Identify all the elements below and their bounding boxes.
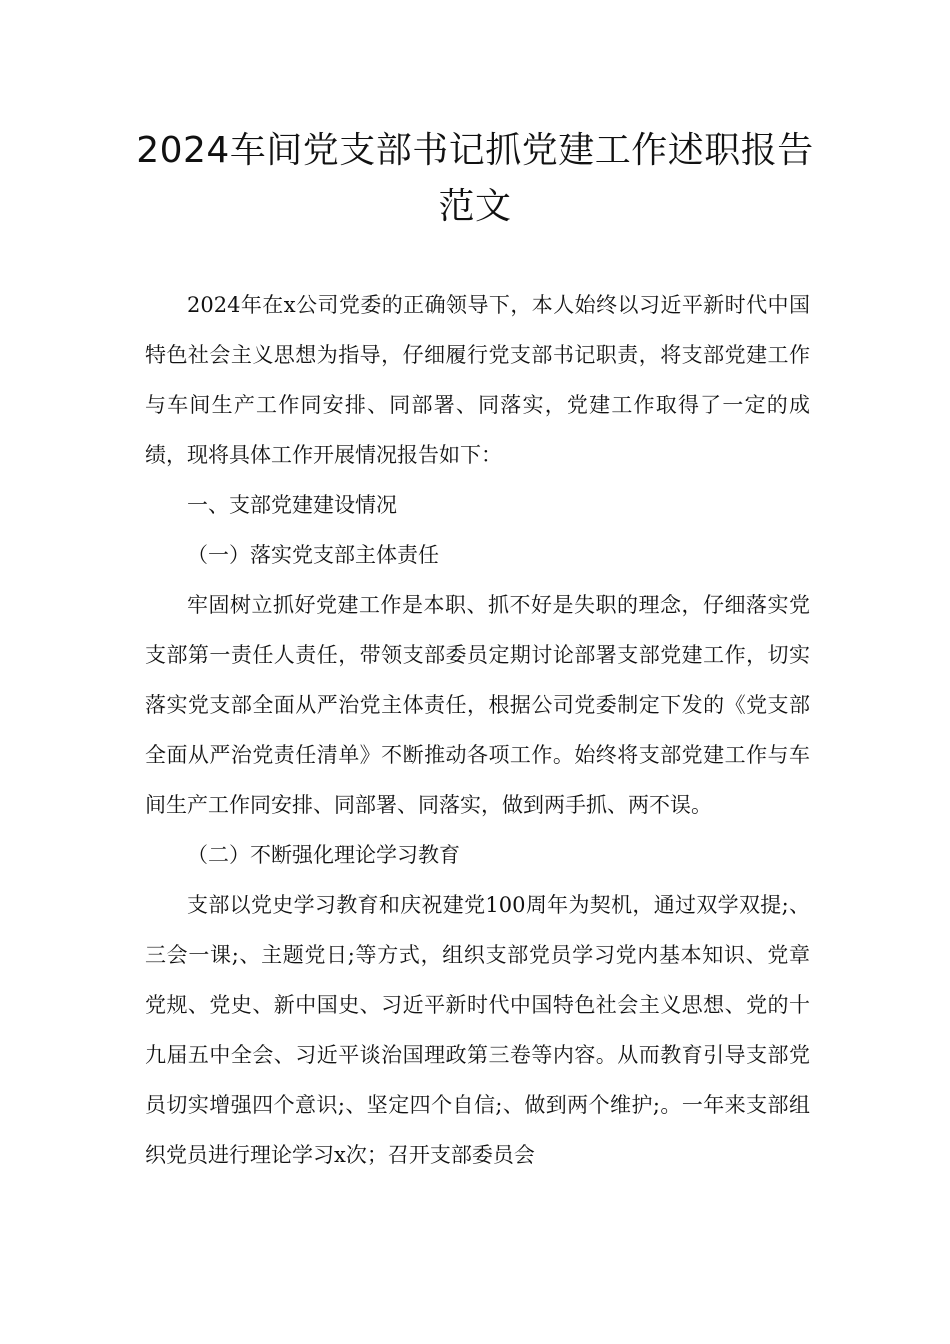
document-body [145,280,810,1180]
subsection-heading-2: （二）不断强化理论学习教育 [187,843,460,867]
body-paragraph-1: 牢固树立抓好党建工作是本职、抓不好是失职的理念，仔细落实党支部第一责任人责任，带领支部委员定期讨论部署支部党建工作，切实落实党支部全面从严治党主体责任，根据公司党委制定下发的《党支部全面从严治党责任清单》不断推动各项工作。始终将支部党建工作与车间生产工作同安排、同部署、同落实，做到两手抓、两不误。 [145,593,810,817]
document-title: 2024车间党支部书记抓党建工作述职报告范文 [136,130,814,227]
subsection-heading-1: （一）落实党支部主体责任 [187,543,439,567]
intro-paragraph: 2024年在x公司党委的正确领导下，本人始终以习近平新时代中国特色社会主义思想为指导，仔细履行党支部书记职责，将支部党建工作与车间生产工作同安排、同部署、同落实，党建工作取得了一定的成绩，现将具体工作开展情况报告如下： [145,293,810,467]
body-paragraph-2: 支部以党史学习教育和庆祝建党100周年为契机，通过双学双提;、三会一课;、主题党日;等方式，组织支部党员学习党内基本知识、党章党规、党史、新中国史、习近平新时代中国特色社会主义思想、党的十九届五中全会、习近平谈治国理政第三卷等内容。从而教育引导支部党员切实增强四个意识;、坚定四个自信;、做到两个维护;。一年来支部组织党员进行理论学习x次；召开支部委员会 [145,893,810,1167]
section-heading-1: 一、支部党建建设情况 [187,493,397,517]
